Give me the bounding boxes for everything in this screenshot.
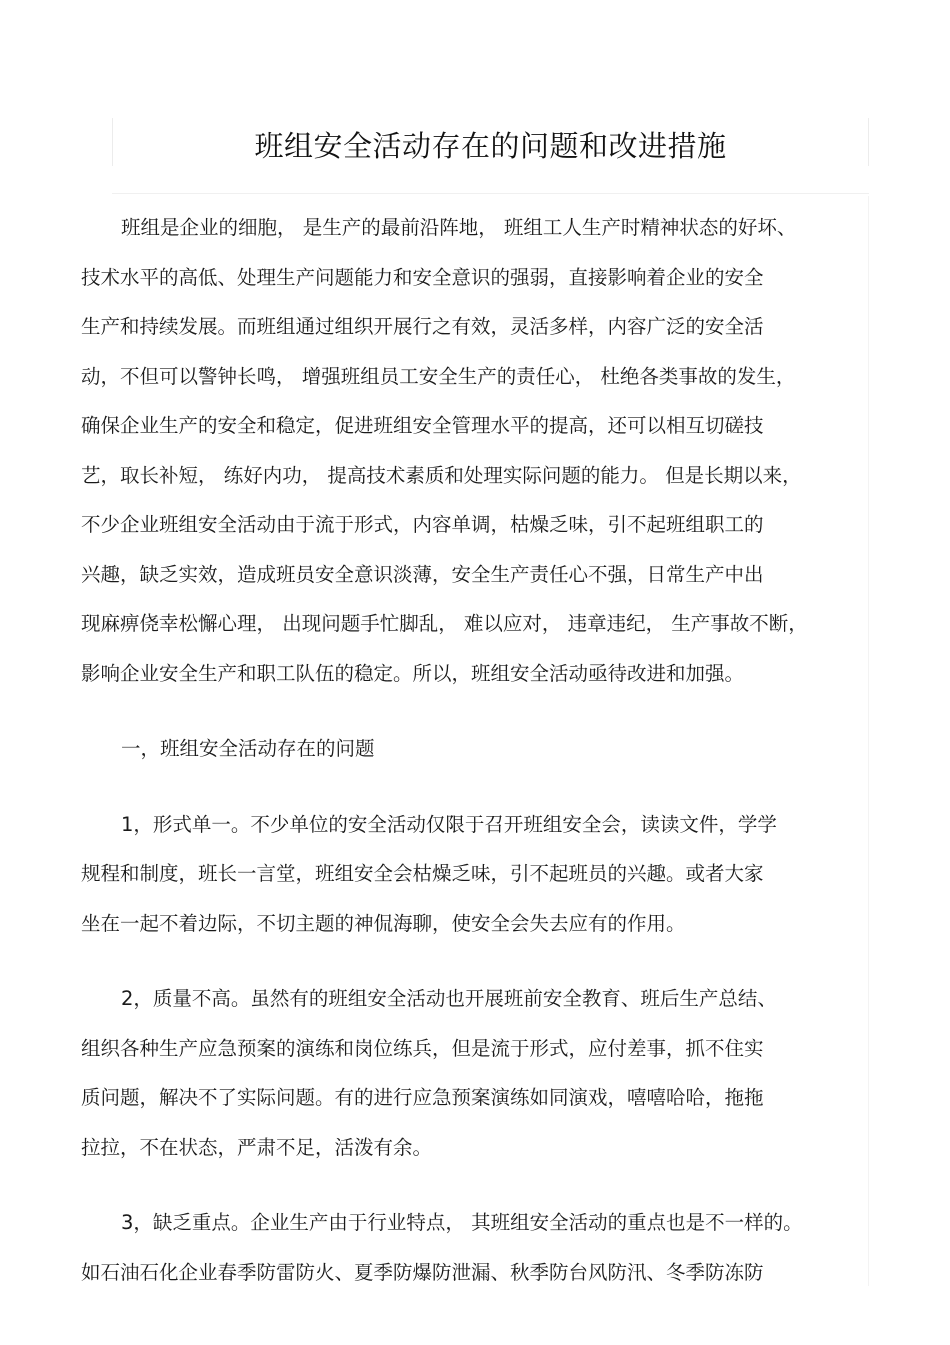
section-heading-paragraph: [81, 724, 871, 774]
text-line: 确保企业生产的安全和稳定，促进班组安全管理水平的提高，还可以相互切磋技: [81, 414, 764, 437]
text-line: 兴趣，缺乏实效，造成班员安全意识淡薄，安全生产责任心不强，日常生产中出: [81, 562, 764, 586]
document-title: 班组安全活动存在的问题和改进措施: [254, 129, 727, 163]
text-line: 坐在一起不着边际，不切主题的神侃海聊，使安全会失去应有的作用。: [81, 911, 686, 935]
paragraph-gap: [81, 698, 871, 724]
text-line: 2，质量不高。虽然有的班组安全活动也开展班前安全教育、班后生产总结、: [121, 987, 777, 1010]
text-line: 质问题，解决不了实际问题。有的进行应急预案演练如同演戏，嘻嘻哈哈，拖拖: [81, 1086, 764, 1109]
text-line: 现麻痹侥幸松懈心理， 出现问题手忙脚乱， 难以应对， 违章违纪， 生产事故不断，: [81, 612, 808, 635]
item-1-paragraph: [81, 800, 871, 949]
section-heading: 一，班组安全活动存在的问题: [121, 737, 375, 760]
text-line: 1，形式单一。不少单位的安全活动仅限于召开班组安全会，读读文件，学学: [121, 812, 777, 836]
document-body: [81, 203, 871, 1297]
paragraph-gap: [81, 948, 871, 974]
intro-paragraph: [81, 203, 871, 698]
text-line: 动，不但可以警钟长鸣， 增强班组员工安全生产的责任心， 杜绝各类事故的发生，: [81, 364, 796, 388]
text-line: 艺，取长补短， 练好内功， 提高技术素质和处理实际问题的能力。 但是长期以来，: [81, 463, 802, 487]
text-line: 规程和制度，班长一言堂，班组安全会枯燥乏味，引不起班员的兴趣。或者大家: [81, 862, 764, 885]
item-3-paragraph: [81, 1198, 871, 1297]
text-line: 生产和持续发展。而班组通过组织开展行之有效，灵活多样，内容广泛的安全活: [81, 315, 764, 338]
text-line: 班组是企业的细胞， 是生产的最前沿阵地， 班组工人生产时精神状态的好坏、: [121, 216, 797, 239]
text-line: 组织各种生产应急预案的演练和岗位练兵，但是流于形式，应付差事，抓不住实: [81, 1036, 764, 1060]
text-line: 不少企业班组安全活动由于流于形式，内容单调，枯燥乏味，引不起班组职工的: [81, 513, 764, 536]
text-line: 技术水平的高低、处理生产问题能力和安全意识的强弱，直接影响着企业的安全: [81, 265, 764, 289]
item-2-paragraph: [81, 974, 871, 1172]
text-line: 如石油石化企业春季防雷防火、夏季防爆防泄漏、秋季防台风防汛、冬季防冻防: [81, 1260, 764, 1284]
paragraph-gap: [81, 774, 871, 800]
text-line: 拉拉，不在状态，严肃不足，活泼有余。: [81, 1135, 433, 1159]
header-divider-bottom: [112, 193, 869, 194]
paragraph-gap: [81, 1172, 871, 1198]
text-line: 3，缺乏重点。企业生产由于行业特点， 其班组安全活动的重点也是不一样的。: [121, 1211, 803, 1234]
text-line: 影响企业安全生产和职工队伍的稳定。所以，班组安全活动亟待改进和加强。: [81, 661, 745, 685]
